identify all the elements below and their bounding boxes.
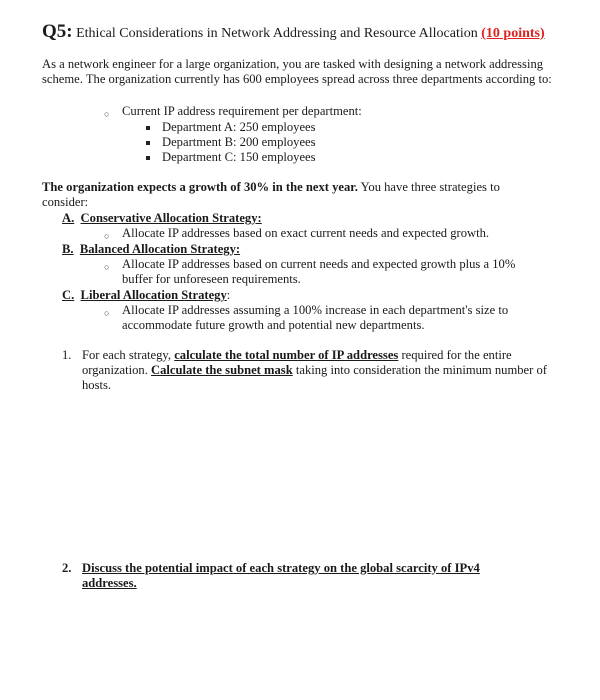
growth-line2: consider: — [42, 195, 89, 209]
department-b: Department B: 200 employees — [162, 135, 316, 149]
strategy-c-line2: accommodate future growth and potential new departments. — [122, 318, 425, 332]
growth-statement — [42, 180, 500, 195]
task-1-part3: taking into consideration the minimum number of hosts. — [82, 363, 547, 392]
task-1-text — [82, 348, 567, 393]
intro-paragraph: As a network engineer for a large organization, you are tasked with designing a network addressing scheme. The organization currently has 600 employees spread across three departments according to: — [42, 57, 552, 86]
strategy-b-heading — [62, 242, 240, 257]
strategy-c-name: Liberal Allocation Strategy — [80, 288, 227, 302]
square-bullet-icon — [146, 126, 150, 130]
growth-bold: The organization expects a growth of 30% in the next year. — [42, 180, 358, 194]
strategy-b-line1: Allocate IP addresses based on current needs and expected growth plus a 10% — [122, 257, 516, 271]
task-1-underline1: calculate the total number of IP addresses — [174, 348, 399, 362]
strategy-a-name: Conservative Allocation Strategy: — [80, 211, 262, 225]
strategy-c-letter: C. — [62, 288, 75, 302]
question-title — [42, 22, 545, 44]
points-badge: (10 points) — [481, 26, 545, 41]
task-2-number: 2. — [62, 561, 72, 575]
hollow-bullet-icon: ○ — [104, 109, 110, 119]
task-1-part2: required for the entire organization. — [82, 348, 512, 377]
question-number: Q5: — [42, 21, 73, 42]
strategy-b-letter: B. — [62, 242, 74, 256]
hollow-bullet-icon: ○ — [104, 262, 110, 272]
task-1-part1: For each strategy, — [82, 348, 175, 362]
strategy-a-letter: A. — [62, 211, 75, 225]
task-1-number: 1. — [62, 348, 72, 362]
square-bullet-icon — [146, 141, 150, 145]
strategy-a-line1: Allocate IP addresses based on exact current needs and expected growth. — [122, 226, 490, 240]
task-2-line2: addresses. — [82, 576, 137, 590]
strategy-c-line1: Allocate IP addresses assuming a 100% increase in each department's size to — [122, 303, 509, 317]
strategy-b-line2: buffer for unforeseen requirements. — [122, 272, 301, 286]
department-a: Department A: 250 employees — [162, 120, 316, 134]
strategy-c-colon: : — [226, 288, 231, 302]
task-1-underline2: Calculate the subnet mask — [151, 363, 293, 377]
growth-rest: You have three strategies to — [360, 180, 500, 194]
hollow-bullet-icon: ○ — [104, 231, 110, 241]
strategy-b-name: Balanced Allocation Strategy: — [79, 242, 241, 256]
square-bullet-icon — [146, 156, 150, 160]
strategy-c-heading — [62, 288, 230, 303]
hollow-bullet-icon: ○ — [104, 308, 110, 318]
question-title-text: Ethical Considerations in Network Addressing and Resource Allocation — [76, 26, 478, 41]
requirements-heading: Current IP address requirement per department: — [122, 104, 362, 118]
department-c: Department C: 150 employees — [162, 150, 316, 164]
task-2-line1: Discuss the potential impact of each strategy on the global scarcity of IPv4 — [82, 561, 480, 575]
strategy-a-heading — [62, 211, 262, 226]
